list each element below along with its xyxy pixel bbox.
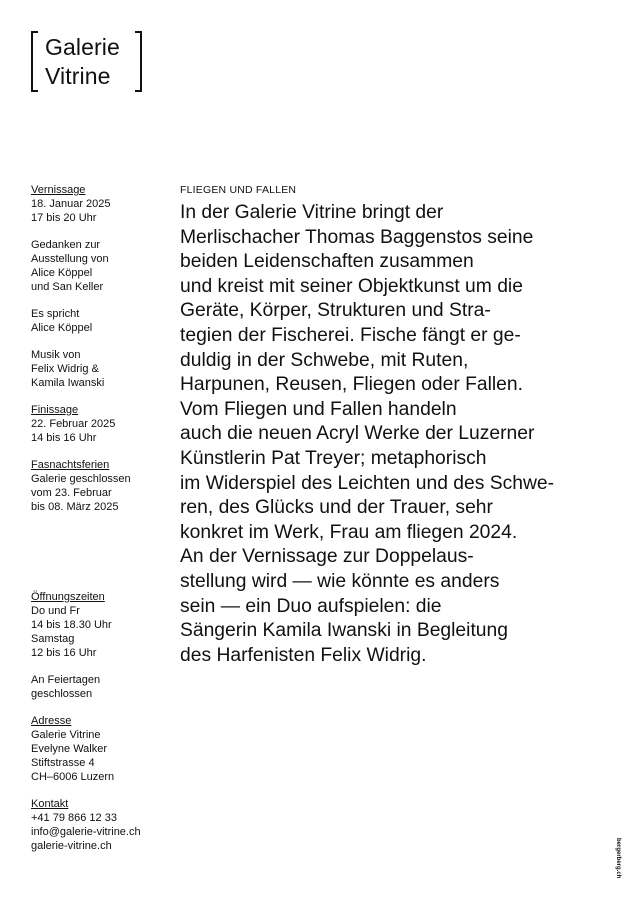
- main-text: [180, 183, 600, 668]
- vernissage-time: 17 bis 20 Uhr: [31, 212, 97, 224]
- oeffnungszeiten-line: 14 bis 18.30 Uhr: [31, 619, 112, 631]
- spricht-block: [31, 307, 166, 335]
- oeffnungszeiten-line: Do und Fr: [31, 605, 80, 617]
- fasnacht-line: bis 08. März 2025: [31, 501, 119, 513]
- vernissage-date: 18. Januar 2025: [31, 198, 111, 210]
- fasnacht-block: [31, 458, 166, 514]
- body-line: beiden Leidenschaften zusammen: [180, 251, 474, 273]
- body-line: An der Vernissage zur Doppelaus-: [180, 546, 474, 568]
- body-line: Harpunen, Reusen, Fliegen oder Fallen.: [180, 374, 523, 396]
- fasnacht-line: Galerie geschlossen: [31, 473, 131, 485]
- spricht-line: Alice Köppel: [31, 322, 93, 334]
- body-line: Merlischacher Thomas Baggenstos seine: [180, 226, 534, 248]
- body-line: und kreist mit seiner Objektkunst um die: [180, 275, 523, 297]
- fasnacht-line: vom 23. Februar: [31, 487, 112, 499]
- logo-bracket-bottom-left: [33, 90, 38, 92]
- adresse-line: Stiftstrasse 4: [31, 757, 95, 769]
- finissage-time: 14 bis 16 Uhr: [31, 432, 97, 444]
- logo-bracket-top-left: [33, 31, 38, 33]
- body-line: Geräte, Körper, Strukturen und Stra-: [180, 300, 491, 322]
- gedanken-line: Alice Köppel: [31, 267, 93, 279]
- musik-line: Kamila Iwanski: [31, 377, 105, 389]
- vernissage-block: [31, 183, 166, 225]
- kontakt-website: galerie-vitrine.ch: [31, 840, 112, 852]
- adresse-line: CH–6006 Luzern: [31, 771, 115, 783]
- body-text: [180, 201, 600, 668]
- kontakt-label: Kontakt: [31, 798, 69, 810]
- adresse-label: Adresse: [31, 715, 72, 727]
- body-line: Vom Fliegen und Fallen handeln: [180, 398, 457, 420]
- logo-line-galerie: Galerie: [45, 34, 120, 60]
- feiertage-block: [31, 673, 166, 701]
- body-line: In der Galerie Vitrine bringt der: [180, 202, 444, 223]
- kontakt-email: info@galerie-vitrine.ch: [31, 826, 141, 838]
- spricht-line: Es spricht: [31, 308, 80, 320]
- musik-line: Felix Widrig &: [31, 363, 99, 375]
- logo-bracket-top-right: [135, 31, 140, 33]
- body-line: des Harfenisten Felix Widrig.: [180, 644, 427, 666]
- adresse-line: Galerie Vitrine: [31, 729, 101, 741]
- body-line: im Widerspiel des Leichten und des Schwe-: [180, 472, 555, 494]
- info-sidebar: [31, 183, 166, 866]
- adresse-line: Evelyne Walker: [31, 743, 108, 755]
- body-line: Künstlerin Pat Treyer; metaphorisch: [180, 447, 487, 469]
- logo-line-vitrine: Vitrine: [45, 63, 111, 89]
- body-line: ren, des Glücks und der Trauer, sehr: [180, 497, 493, 519]
- body-line: duldig in der Schwebe, mit Ruten,: [180, 349, 469, 371]
- fasnacht-label: Fasnachtsferien: [31, 459, 110, 471]
- finissage-label: Finissage: [31, 404, 79, 416]
- musik-line: Musik von: [31, 349, 81, 361]
- gedanken-line: Ausstellung von: [31, 253, 109, 265]
- oeffnungszeiten-line: 12 bis 16 Uhr: [31, 647, 97, 659]
- finissage-block: [31, 403, 166, 445]
- gedanken-line: und San Keller: [31, 281, 104, 293]
- body-line: auch die neuen Acryl Werke der Luzerner: [180, 423, 535, 445]
- vernissage-label: Vernissage: [31, 184, 86, 196]
- oeffnungszeiten-line: Samstag: [31, 633, 75, 645]
- adresse-block: [31, 714, 166, 784]
- body-line: tegien der Fischerei. Fische fängt er ge-: [180, 324, 521, 346]
- body-line: Sängerin Kamila Iwanski in Begleitung: [180, 620, 508, 642]
- designer-credit: bergerberg.ch: [615, 838, 621, 879]
- feiertage-line: geschlossen: [31, 688, 93, 700]
- body-line: sein — ein Duo aufspielen: die: [180, 595, 442, 617]
- exhibition-title: FLIEGEN UND FALLEN: [180, 184, 297, 196]
- body-line: konkret im Werk, Frau am fliegen 2024.: [180, 521, 518, 543]
- body-line: stellung wird — wie könnte es anders: [180, 570, 500, 592]
- gedanken-block: [31, 238, 166, 294]
- kontakt-block: [31, 797, 166, 853]
- gedanken-line: Gedanken zur: [31, 239, 101, 251]
- oeffnungszeiten-block: [31, 590, 166, 660]
- gallery-logo: [31, 31, 142, 92]
- musik-block: [31, 348, 166, 390]
- kontakt-phone: +41 79 866 12 33: [31, 812, 117, 824]
- finissage-date: 22. Februar 2025: [31, 418, 116, 430]
- oeffnungszeiten-label: Öffnungszeiten: [31, 591, 105, 603]
- feiertage-line: An Feiertagen: [31, 674, 101, 686]
- logo-bracket-bottom-right: [135, 90, 140, 92]
